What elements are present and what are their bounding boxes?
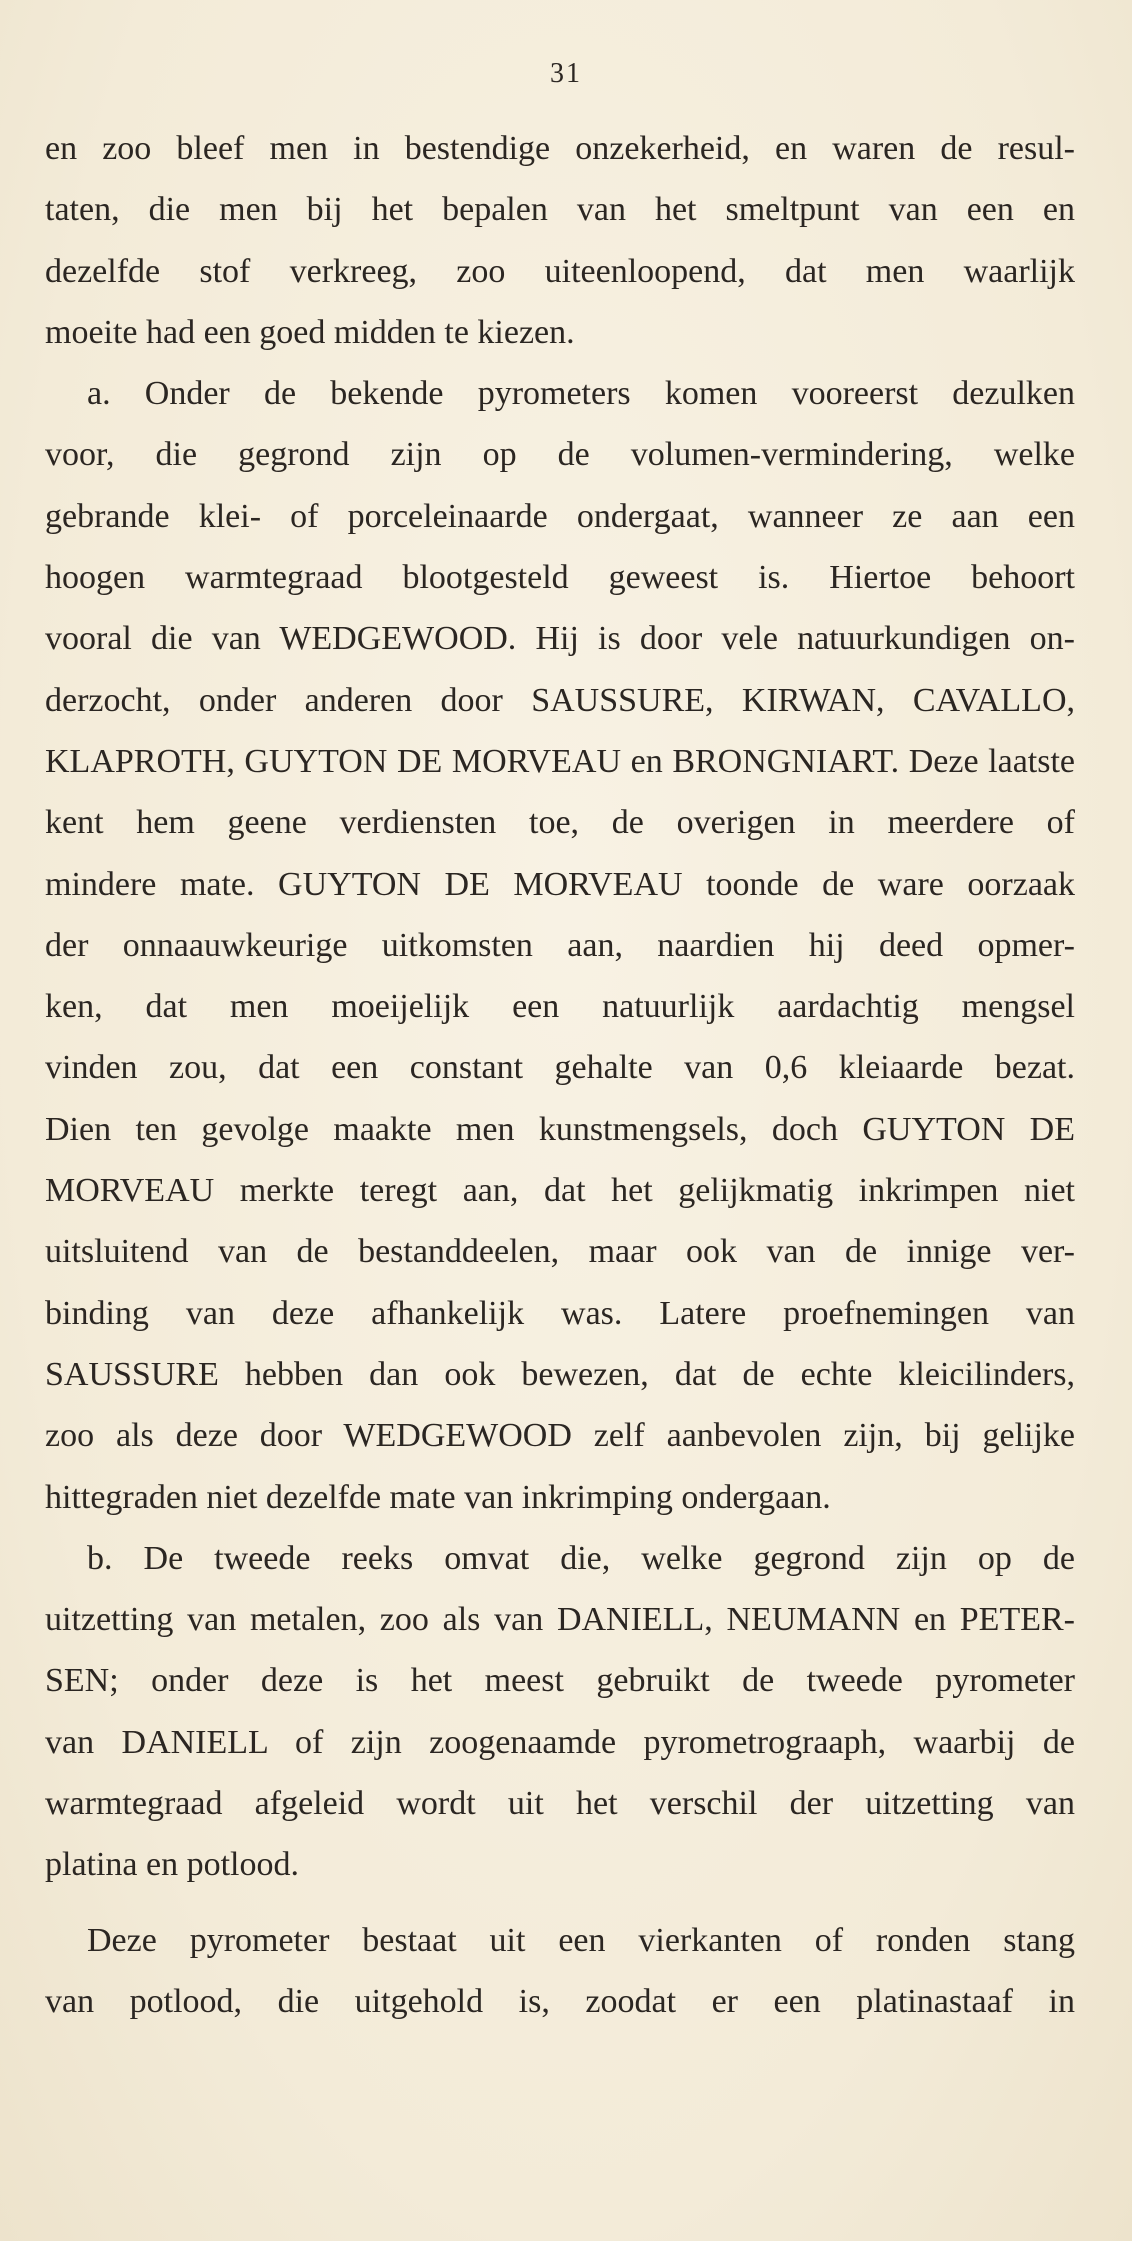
- body-text: [45, 118, 1075, 2032]
- text-line: binding van deze afhankelijk was. Latere proefnemingen van: [45, 1294, 1075, 1332]
- text-line: hoogen warmtegraad blootgesteld geweest is. Hiertoe behoort: [45, 559, 1075, 597]
- text-line: zoo als deze door WEDGEWOOD zelf aanbevolen zijn, bij gelijke: [45, 1417, 1075, 1455]
- text-line: der onnaauwkeurige uitkomsten aan, naardien hij deed opmer-: [45, 926, 1075, 964]
- text-line: MORVEAU merkte teregt aan, dat het gelijkmatig inkrimpen niet: [45, 1172, 1075, 1210]
- text-line: voor, die gegrond zijn op de volumen-vermindering, welke: [45, 436, 1075, 474]
- text-line: warmtegraad afgeleid wordt uit het verschil der uitzetting van: [45, 1785, 1075, 1823]
- text-line: SAUSSURE hebben dan ook bewezen, dat de echte kleicilinders,: [45, 1355, 1075, 1393]
- text-line: Deze pyrometer bestaat uit een vierkanten of ronden stang: [87, 1921, 1075, 1959]
- text-line: mindere mate. GUYTON DE MORVEAU toonde de ware oorzaak: [45, 865, 1075, 903]
- text-line: Dien ten gevolge maakte men kunstmengsels, doch GUYTON DE: [45, 1110, 1075, 1148]
- text-line: a. Onder de bekende pyrometers komen vooreerst dezulken: [87, 375, 1075, 413]
- text-line: KLAPROTH, GUYTON DE MORVEAU en BRONGNIART. Deze laatste: [45, 742, 1075, 780]
- text-line: derzocht, onder anderen door SAUSSURE, KIRWAN, CAVALLO,: [45, 681, 1075, 719]
- text-line: van potlood, die uitgehold is, zoodat er een platinastaaf in: [45, 1982, 1075, 2020]
- text-line: uitsluitend van de bestanddeelen, maar ook van de innige ver-: [45, 1233, 1075, 1271]
- page-number: 31: [550, 58, 582, 89]
- text-line: b. De tweede reeks omvat die, welke gegrond zijn op de: [87, 1539, 1075, 1577]
- text-line: SEN; onder deze is het meest gebruikt de tweede pyrometer: [45, 1662, 1075, 1700]
- paragraph-gap: [45, 1896, 1075, 1910]
- text-line: taten, die men bij het bepalen van het smeltpunt van een en: [45, 191, 1075, 229]
- text-line: ken, dat men moeijelijk een natuurlijk aardachtig mengsel: [45, 988, 1075, 1026]
- text-line: van DANIELL of zijn zoogenaamde pyrometrograaph, waarbij de: [45, 1723, 1075, 1761]
- text-line: vinden zou, dat een constant gehalte van 0,6 kleiaarde bezat.: [45, 1049, 1075, 1087]
- text-line: platina en potlood.: [45, 1846, 300, 1884]
- text-line: vooral die van WEDGEWOOD. Hij is door vele natuurkundigen on-: [45, 620, 1075, 658]
- text-line: dezelfde stof verkreeg, zoo uiteenloopend, dat men waarlijk: [45, 252, 1075, 290]
- text-line: kent hem geene verdiensten toe, de overigen in meerdere of: [45, 804, 1075, 842]
- text-line: moeite had een goed midden te kiezen.: [45, 313, 575, 351]
- text-line: hittegraden niet dezelfde mate van inkrimping ondergaan.: [45, 1478, 831, 1516]
- text-line: gebrande klei- of porceleinaarde ondergaat, wanneer ze aan een: [45, 497, 1075, 535]
- text-line: en zoo bleef men in bestendige onzekerheid, en waren de resul-: [45, 130, 1075, 167]
- text-line: uitzetting van metalen, zoo als van DANIELL, NEUMANN en PETER-: [45, 1601, 1075, 1639]
